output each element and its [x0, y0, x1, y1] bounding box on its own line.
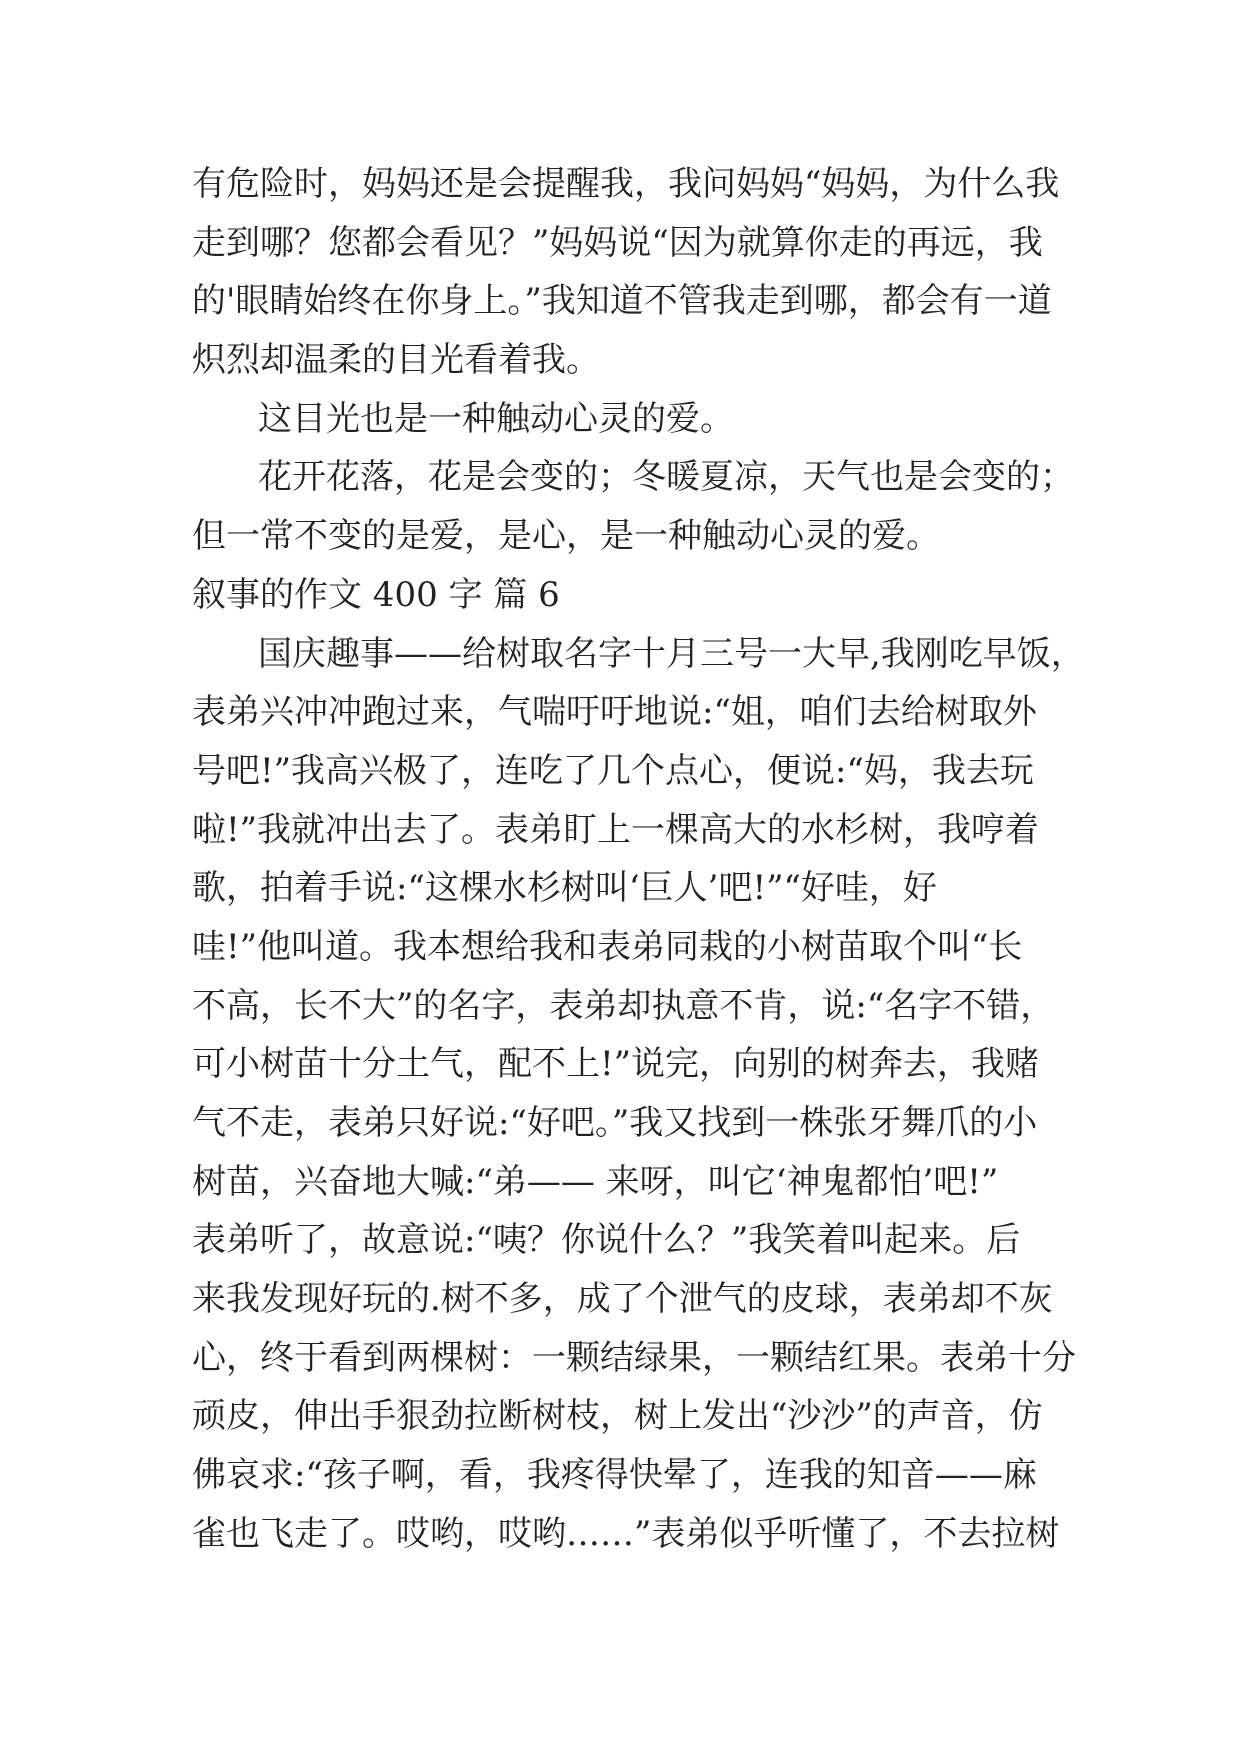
- text-line: 走到哪？您都会看见？”妈妈说“因为就算你走的再远，我: [192, 222, 1043, 263]
- text-line: 心，终于看到两棵树：一颗结绿果，一颗结红果。表弟十分: [192, 1337, 1076, 1378]
- text-line: 啦!”我就冲出去了。表弟盯上一棵高大的水杉树，我哼着: [192, 809, 1040, 850]
- text-line: 表弟兴冲冲跑过来，气喘吁吁地说:“姐，咱们去给树取外: [192, 692, 1037, 733]
- text-line: 但一常不变的是爱，是心，是一种触动心灵的爱。: [192, 516, 940, 557]
- text-line: 号吧!”我高兴极了，连吃了几个点心，便说:“妈，我去玩: [192, 750, 1034, 791]
- text-line: 歌，拍着手说:“这棵水杉树叫‘巨人’吧!”“好哇，好: [192, 868, 937, 909]
- text-line: 炽烈却温柔的目光看着我。: [192, 340, 600, 381]
- text-line: 佛哀求:“孩子啊，看，我疼得快晕了，连我的知音——麻: [192, 1455, 1037, 1496]
- text-line: 顽皮，伸出手狠劲拉断树枝，树上发出“沙沙”的声音，仿: [192, 1396, 1043, 1437]
- text-line: 雀也飞走了。哎哟，哎哟……”表弟似乎听懂了，不去拉树: [192, 1513, 1060, 1554]
- text-line: 有危险时，妈妈还是会提醒我，我问妈妈“妈妈，为什么我: [192, 164, 1060, 204]
- text-line: 花开花落，花是会变的；冬暖夏凉，天气也是会变的；: [258, 457, 1074, 498]
- text-line: 不高，长不大”的名字，表弟却执意不肯，说:“名字不错，: [192, 985, 1055, 1026]
- text-line: 树苗，兴奋地大喊:“弟—— 来呀，叫它‘神鬼都怕’吧!”: [192, 1161, 999, 1202]
- text-line: 国庆趣事——给树取名字十月三号一大早,我刚吃早饭，: [258, 633, 1085, 674]
- document-body: [192, 155, 1085, 1564]
- text-line: 表弟听了，故意说:“咦？你说什么？”我笑着叫起来。后: [192, 1220, 1021, 1261]
- text-line: 哇!”他叫道。我本想给我和表弟同栽的小树苗取个叫“长: [192, 926, 1023, 967]
- text-line: 这目光也是一种触动心灵的爱。: [258, 398, 734, 439]
- section-heading: 叙事的作文 400 字 篇 6: [192, 574, 560, 615]
- text-line: 来我发现好玩的.树不多，成了个泄气的皮球，表弟却不灰: [192, 1279, 1053, 1320]
- text-line: 气不走，表弟只好说:“好吧。”我又找到一株张牙舞爪的小: [192, 1103, 1038, 1143]
- text-line: 可小树苗十分土气，配不上!”说完，向别的树奔去，我赌: [192, 1044, 1040, 1085]
- text-line: 的'眼睛始终在你身上。”我知道不管我走到哪，都会有一道: [192, 281, 1052, 322]
